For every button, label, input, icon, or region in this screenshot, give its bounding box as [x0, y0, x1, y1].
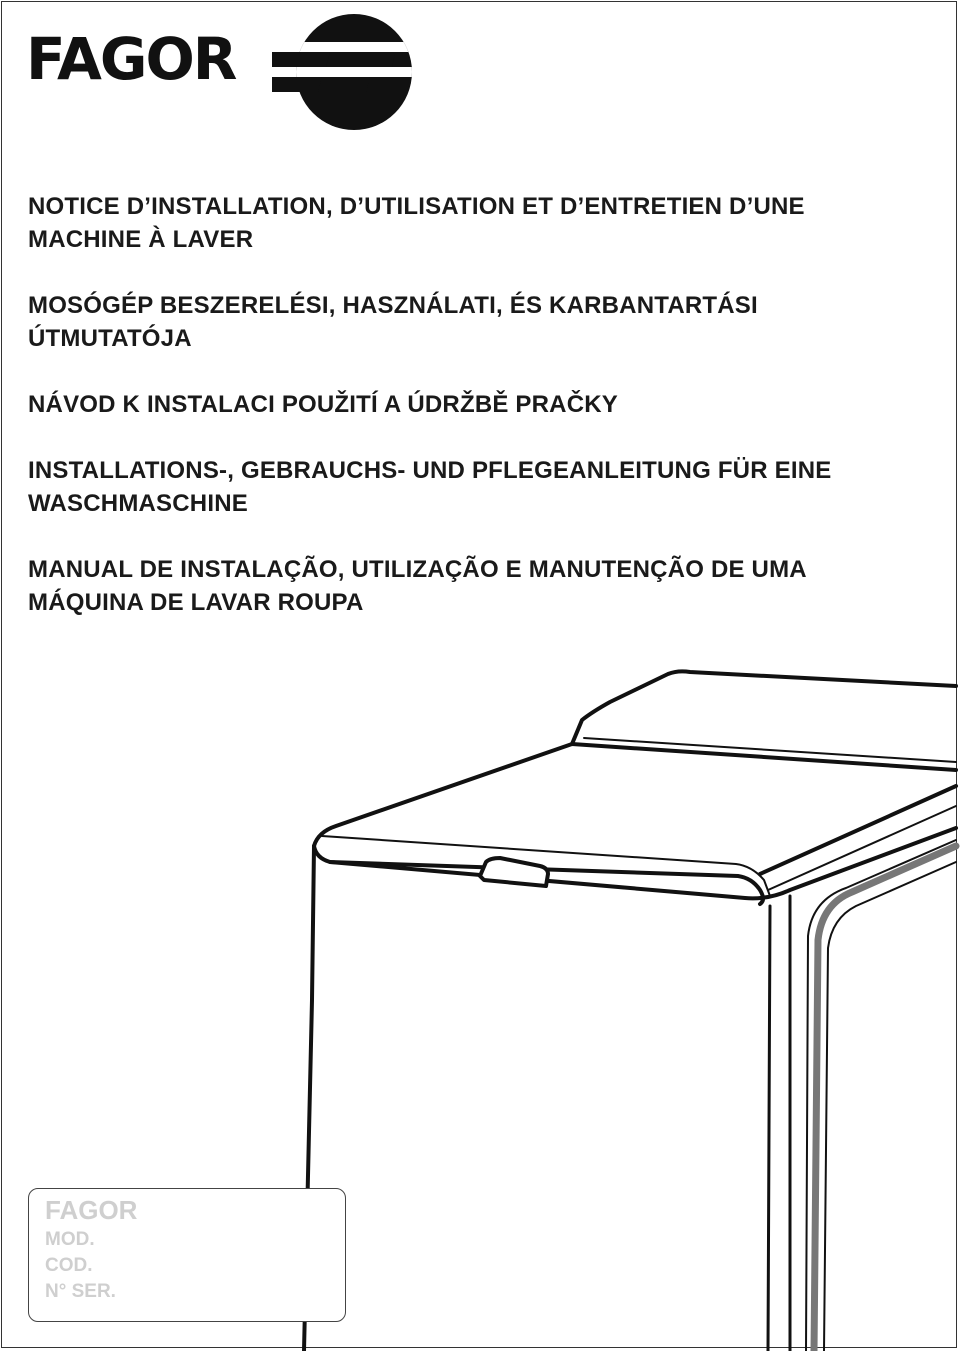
title-line: NOTICE D’INSTALLATION, D’UTILISATION ET D’ENTRETIEN D’UNE	[28, 193, 805, 220]
label-mod: MOD.	[45, 1229, 95, 1250]
title-portuguese	[28, 553, 928, 619]
title-line: MÁQUINA DE LAVAR ROUPA	[28, 589, 364, 616]
title-line: MANUAL DE INSTALAÇÃO, UTILIZAÇÃO E MANUTENÇÃO DE UMA	[28, 556, 807, 583]
title-line: WASCHMASCHINE	[28, 490, 248, 517]
label-serial: N° SER.	[45, 1281, 116, 1302]
brand-logo-icon	[270, 12, 415, 132]
title-german	[28, 454, 928, 520]
title-line: NÁVOD K INSTALACI POUŽITÍ A ÚDRŽBĚ PRAČKY	[28, 391, 618, 418]
title-line: MACHINE À LAVER	[28, 226, 254, 253]
title-line: ÚTMUTATÓJA	[28, 325, 192, 352]
title-line: MOSÓGÉP BESZERELÉSI, HASZNÁLATI, ÉS KARBANTARTÁSI	[28, 292, 758, 319]
label-cod: COD.	[45, 1255, 93, 1276]
title-french	[28, 190, 928, 256]
title-czech	[28, 388, 928, 421]
brand-logo-text: FAGOR	[26, 25, 236, 93]
manual-titles	[28, 190, 928, 652]
brand-logo	[26, 12, 406, 132]
label-brand: FAGOR	[45, 1195, 138, 1225]
title-hungarian	[28, 289, 928, 355]
title-line: INSTALLATIONS-, GEBRAUCHS- UND PFLEGEANLEITUNG FÜR EINE	[28, 457, 832, 484]
rating-label-box	[28, 1188, 346, 1322]
